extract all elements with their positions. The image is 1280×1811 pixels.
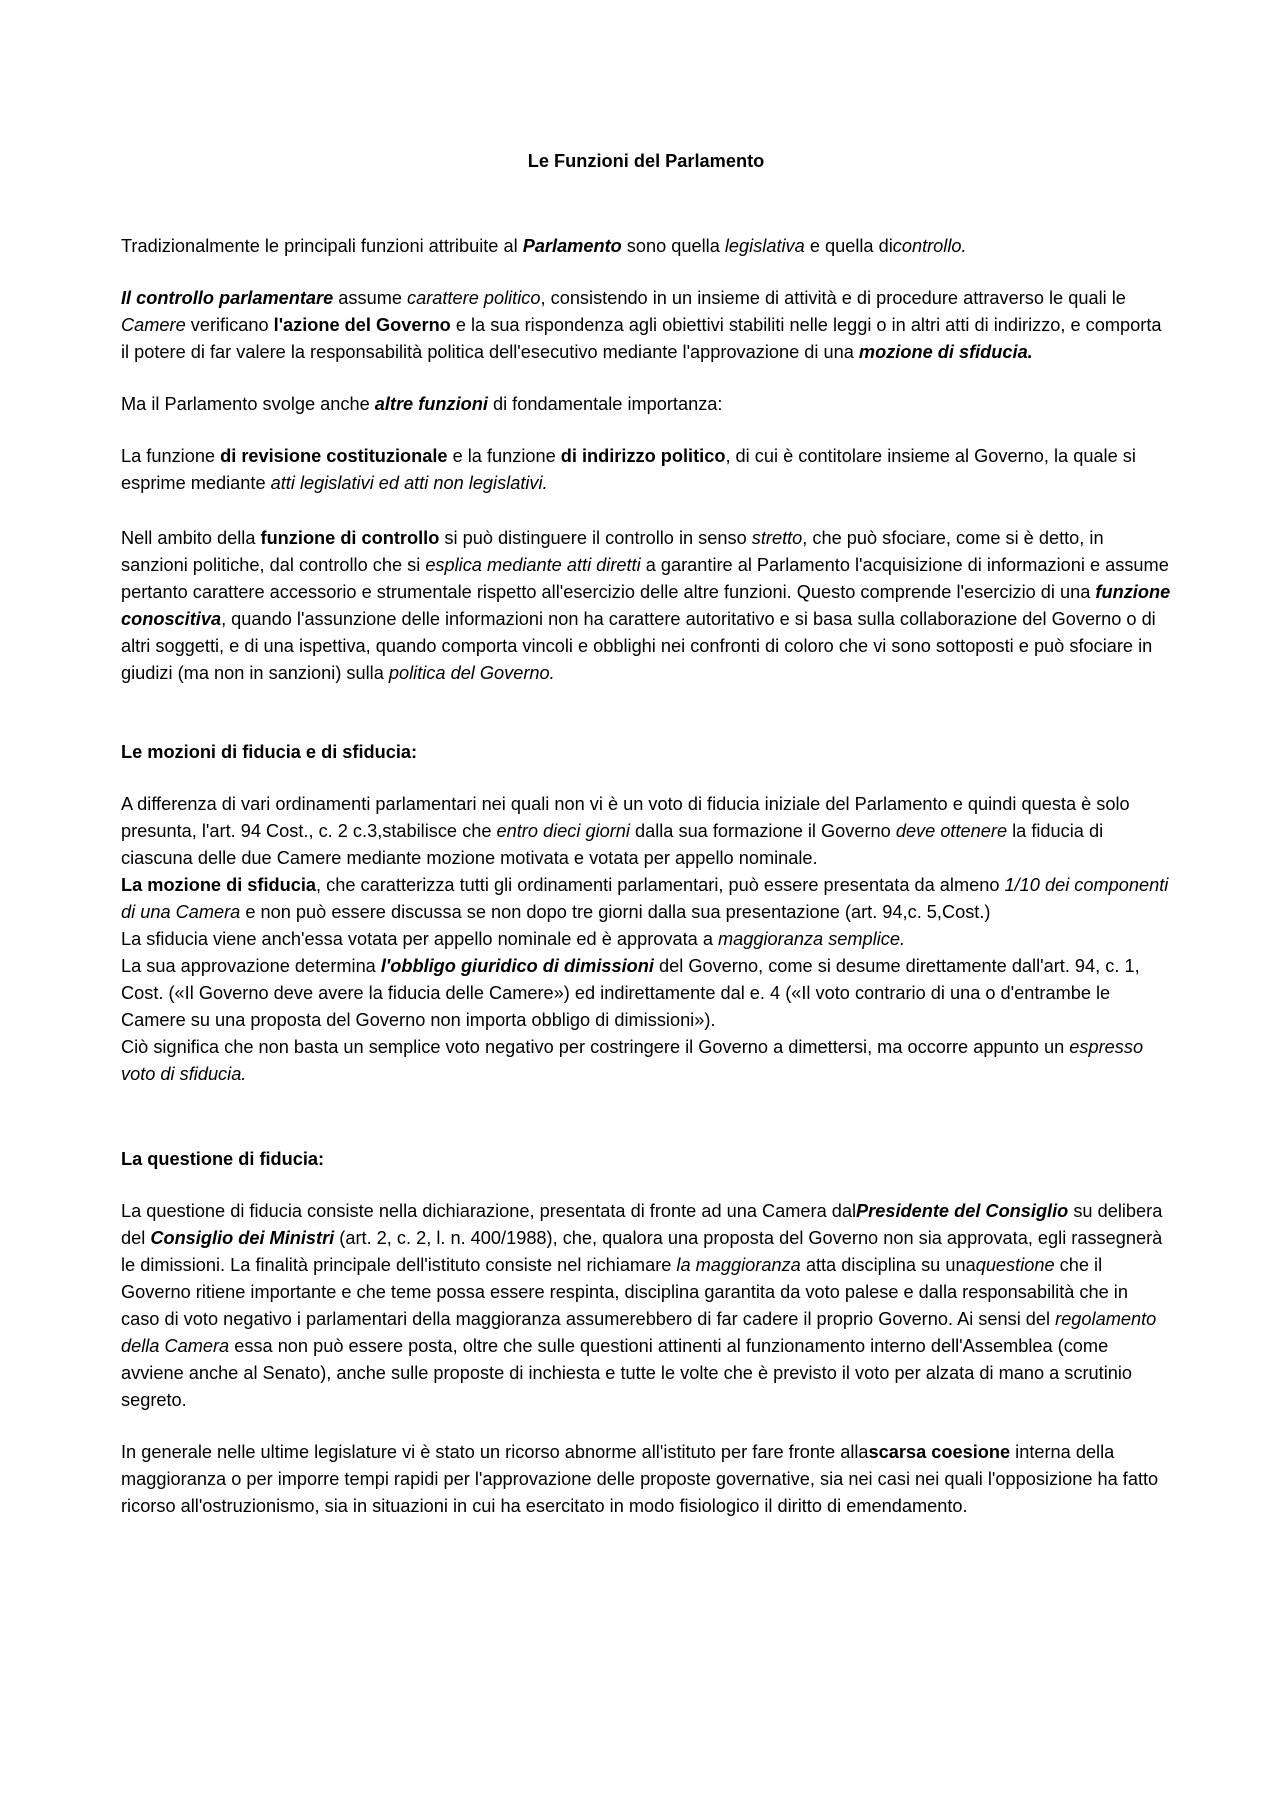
text-run: Tradizionalmente le principali funzioni attribuite al	[121, 236, 523, 256]
text-run-bold: La mozione di sfiducia	[121, 875, 317, 895]
text-run: , che può sfociare, come si è detto, in sanzioni politiche, dal controllo che si	[121, 528, 1104, 575]
text-run: Nell ambito della	[121, 528, 261, 548]
text-run-bold: di revisione costituzionale	[220, 446, 448, 466]
paragraph-intro	[121, 233, 1171, 260]
text-run: La questione di fiducia consiste nella dichiarazione, presentata di fronte ad una Camera dal	[121, 1201, 857, 1221]
text-run-italic: 1/10 dei componenti di una Camera	[121, 875, 1169, 922]
text-run-italic: stretto	[751, 528, 803, 548]
text-run-italic: maggioranza semplice.	[718, 929, 906, 949]
section-heading-mozioni: Le mozioni di fiducia e di sfiducia:	[121, 742, 418, 762]
text-run-italic: questione	[975, 1255, 1055, 1275]
text-run-italic: esplica mediante atti diretti	[425, 555, 641, 575]
text-run: e la funzione	[447, 446, 561, 466]
text-run: Ma il Parlamento svolge anche	[121, 394, 375, 414]
text-run: e non può essere discussa se non dopo tre giorni dalla sua presentazione (art. 94,c. 5,Cost.)	[240, 902, 991, 922]
text-run-bold-italic: Il controllo parlamentare	[121, 288, 334, 308]
paragraph-funzione-controllo	[121, 525, 1171, 687]
text-run-italic: regolamento della Camera	[121, 1309, 1157, 1356]
text-line-group	[121, 953, 1171, 1034]
text-run-italic: entro dieci giorni	[496, 821, 630, 841]
paragraph-revisione	[121, 443, 1171, 497]
text-run-italic: Camere	[121, 315, 186, 335]
text-run-bold-italic: Consiglio dei Ministri	[150, 1228, 335, 1248]
paragraph-altre-funzioni	[121, 391, 1171, 418]
text-run: , che caratterizza tutti gli ordinamenti parlamentari, può essere presentata da almeno	[316, 875, 1005, 895]
text-run: sono quella	[621, 236, 725, 256]
text-run: e la sua rispondenza agli obiettivi stabiliti nelle leggi o in altri atti di indirizzo, e comporta il potere di far valere la responsabilità politica dell'esecutivo mediante l'approvazione di una	[121, 315, 1162, 362]
text-run: che il Governo ritiene importante e che teme possa essere respinta, disciplina garantita da voto palese e dalla responsabilità che in caso di voto negativo i parlamentari della maggioranza assumerebbero di far cadere il proprio Governo. Ai sensi del	[121, 1255, 1128, 1329]
text-run: , di cui è contitolare insieme al Governo, la quale si esprime mediante	[121, 446, 1136, 493]
text-run: La funzione	[121, 446, 221, 466]
text-run: , consistendo in un insieme di attività e di procedure attraverso le quali le	[540, 288, 1126, 308]
text-run: si può distinguere il controllo in senso	[439, 528, 752, 548]
text-line-group	[121, 872, 1171, 926]
text-run: , quando l'assunzione delle informazioni non ha carattere autoritativo e si basa sulla collaborazione del Governo o di altri soggetti, e di una ispettiva, quando comporta vincoli e obblighi nei confronti di coloro che vi sono sottoposti e può sfociare in giudizi (ma non in sanzioni) sulla	[121, 609, 1156, 683]
document-page	[121, 148, 1171, 1545]
text-run: di fondamentale importanza:	[487, 394, 723, 414]
text-run: su delibera del	[121, 1201, 1163, 1248]
text-run-bold-italic: mozione di sfiducia.	[858, 342, 1033, 362]
text-run-italic: atti legislativi ed atti non legislativi.	[270, 473, 548, 493]
text-run: e quella di	[804, 236, 893, 256]
text-line-group	[121, 791, 1171, 872]
paragraph-mozioni	[121, 791, 1171, 1088]
text-run: La sfiducia viene anch'essa votata per appello nominale ed è approvata a	[121, 929, 718, 949]
text-run: dalla sua formazione il Governo	[629, 821, 896, 841]
text-run-bold: funzione di controllo	[260, 528, 440, 548]
text-run: essa non può essere posta, oltre che sulle questioni attinenti al funzionamento interno dell'Assemblea (come avviene anche al Senato), anche sulle proposte di inchiesta e tutte le volte che è previsto il voto per alzata di mano a scrutinio segreto.	[121, 1336, 1133, 1410]
text-run-bold-italic: Parlamento	[522, 236, 622, 256]
text-run-bold: scarsa coesione	[868, 1442, 1011, 1462]
text-run-italic: la maggioranza	[676, 1255, 801, 1275]
text-run: la fiducia di ciascuna delle due Camere mediante mozione motivata e votata per appello nominale.	[121, 821, 1104, 868]
text-run-italic: politica del Governo.	[388, 663, 555, 683]
text-run-italic: deve ottenere	[895, 821, 1008, 841]
paragraph-conclusione	[121, 1439, 1171, 1520]
text-run-bold-italic: Presidente del Consiglio	[856, 1201, 1069, 1221]
text-run: a garantire al Parlamento l'acquisizione di informazioni e assume pertanto carattere accessorio e strumentale rispetto all'esercizio delle altre funzioni. Questo comprende l'esercizio di una	[121, 555, 1169, 602]
text-run-bold-italic: l'obbligo giuridico di dimissioni	[380, 956, 654, 976]
section-heading-questione: La questione di fiducia:	[121, 1149, 325, 1169]
text-run: interna della maggioranza o per imporre tempi rapidi per l'approvazione delle proposte governative, sia nei casi nei quali l'opposizione ha fatto ricorso all'ostruzionismo, sia in situazioni in cui ha esercitato in modo fisiologico il diritto di emendamento.	[121, 1442, 1159, 1516]
text-run: verificano	[185, 315, 274, 335]
spacer	[121, 1113, 1171, 1146]
text-run: assume	[333, 288, 408, 308]
text-run-bold-italic: altre funzioni	[374, 394, 488, 414]
text-line-group	[121, 926, 1171, 953]
paragraph-questione	[121, 1198, 1171, 1414]
text-run: In generale nelle ultime legislature vi è stato un ricorso abnorme all'istituto per fare fronte alla	[121, 1442, 869, 1462]
text-run-bold-italic: funzione conoscitiva	[121, 582, 1171, 629]
text-run: del Governo, come si desume direttamente dall'art. 94, c. 1, Cost. («Il Governo deve avere la fiducia delle Camere») ed indirettamente dal e. 4 («Il voto contrario di una o d'entrambe le Camere su una proposta del Governo non importa obbligo di dimissioni»).	[121, 956, 1140, 1030]
text-run: (art. 2, c. 2, l. n. 400/1988), che, qualora una proposta del Governo non sia approvata, egli rassegnerà le dimissioni. La finalità principale dell'istituto consiste nel richiamare	[121, 1228, 1163, 1275]
text-line-group	[121, 1034, 1171, 1088]
text-run-italic: espresso voto di sfiducia.	[121, 1037, 1144, 1084]
text-run: A differenza di vari ordinamenti parlamentari nei quali non vi è un voto di fiducia iniziale del Parlamento e quindi questa è solo presunta, l'art. 94 Cost., c. 2 c.3,stabilisce che	[121, 794, 1130, 841]
page-title: Le Funzioni del Parlamento	[527, 151, 765, 171]
text-run-italic: carattere politico	[407, 288, 541, 308]
text-run-italic: controllo.	[892, 236, 967, 256]
text-run-bold: di indirizzo politico	[560, 446, 726, 466]
text-run: Ciò significa che non basta un semplice voto negativo per costringere il Governo a dimettersi, ma occorre appunto un	[121, 1037, 1070, 1057]
text-run: atta disciplina su una	[800, 1255, 976, 1275]
paragraph-controllo	[121, 285, 1171, 366]
spacer	[121, 712, 1171, 739]
text-run: La sua approvazione determina	[121, 956, 381, 976]
text-run-italic: legislativa	[724, 236, 805, 256]
text-run-bold: l'azione del Governo	[273, 315, 451, 335]
